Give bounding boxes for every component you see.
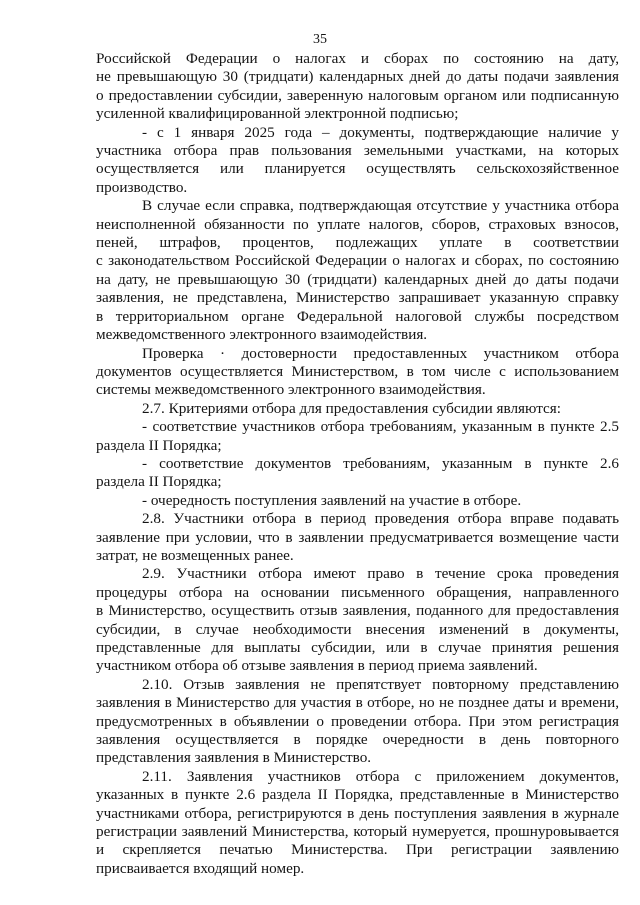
- paragraph-line: межведомственного электронного взаимодействия.: [96, 326, 428, 344]
- paragraph-line: участника отбора прав пользования земельными участками, на которых: [96, 142, 619, 160]
- paragraph-line: 2.10. Отзыв заявления не препятствует повторному представлению: [142, 675, 619, 693]
- paragraph-line: пеней, штрафов, процентов, подлежащих уплате в соответствии: [96, 234, 619, 252]
- paragraph-line: - очередность поступления заявлений на участие в отборе.: [142, 491, 522, 509]
- paragraph-line: 2.11. Заявления участников отбора с приложением документов,: [142, 767, 619, 785]
- paragraph-line: представленные для выплаты субсидии, или в случае принятия решения: [96, 639, 619, 656]
- paragraph-line: 2.9. Участники отбора имеют право в течение срока проведения: [142, 565, 619, 583]
- paragraph-line: - соответствие участников отбора требованиям, указанным в пункте 2.5: [142, 418, 619, 436]
- paragraph-line: - с 1 января 2025 года – документы, подтверждающие наличие у: [142, 123, 619, 141]
- paragraph-line: заявление при условии, что в заявлении предусматривается возмещение части: [96, 528, 619, 546]
- paragraph-line: документов осуществляется Министерством, в том числе с использованием: [96, 362, 619, 380]
- paragraph-line: осуществляется или планируется осуществлять сельскохозяйственное: [96, 160, 619, 178]
- paragraph-line: затрат, не возмещенных ранее.: [96, 546, 294, 564]
- paragraph-line: о предоставлении субсидии, заверенную налоговым органом или подписанную: [96, 86, 619, 104]
- paragraph-line: регистрации заявлений Министерства, который нумеруется, прошнуровывается: [96, 823, 619, 841]
- paragraph-line: не превышающую 30 (тридцати) календарных дней до даты подачи заявления: [96, 68, 619, 86]
- paragraph-line: указанных в пункте 2.6 раздела II Порядка, представленные в Министерство: [96, 786, 619, 804]
- paragraph-line: Российской Федерации о налогах и сборах по состоянию на дату,: [96, 50, 619, 67]
- paragraph-line: с законодательством Российской Федерации о налогах и сборах, по состоянию: [96, 252, 619, 270]
- paragraph-line: заявления осуществляется в порядке очередности в день повторного: [96, 731, 619, 749]
- paragraph-line: в территориальном органе Федеральной налоговой службы посредством: [96, 307, 619, 325]
- paragraph-line: заявления, не представлена, Министерство запрашивает указанную справку: [96, 289, 619, 307]
- paragraph-line: 2.8. Участники отбора в период проведения отбора вправе подавать: [142, 510, 619, 528]
- paragraph-line: и скрепляется печатью Министерства. При регистрации заявлению: [96, 841, 619, 859]
- paragraph-line: раздела II Порядка;: [96, 436, 222, 454]
- paragraph-line: процедуры отбора на основании письменного обращения, направленного: [96, 583, 619, 601]
- paragraph-line: - соответствие документов требованиям, указанным в пункте 2.6: [142, 454, 619, 472]
- paragraph-line: заявления в Министерство для участия в отборе, но не позднее даты и времени,: [96, 694, 619, 712]
- paragraph-line: субсидии, в случае необходимости внесения изменений в документы,: [96, 620, 619, 638]
- paragraph-line: участниками отбора, регистрируются в день поступления заявления в журнале: [96, 804, 619, 822]
- paragraph-line: представления заявления в Министерство.: [96, 749, 372, 767]
- paragraph-line: производство.: [96, 178, 188, 196]
- paragraph-line: Проверка · достоверности предоставленных участником отбора: [142, 344, 619, 362]
- paragraph-line: усиленной квалифицированной электронной подписью;: [96, 105, 459, 123]
- paragraph-line: предусмотренных в объявлении о проведении отбора. При этом регистрация: [96, 712, 619, 730]
- paragraph-line: на дату, не превышающую 30 (тридцати) календарных дней до даты подачи: [96, 270, 619, 288]
- paragraph-line: присваивается входящий номер.: [96, 859, 305, 877]
- paragraph-line: системы межведомственного электронного взаимодействия.: [96, 381, 486, 399]
- paragraph-line: 2.7. Критериями отбора для предоставления субсидии являются:: [142, 399, 561, 417]
- paragraph-line: неисполненной обязанности по уплате налогов, сборов, страховых взносов,: [96, 215, 619, 233]
- paragraph-line: участником отбора об отзыве заявления в период приема заявлений.: [96, 657, 538, 675]
- page-number: 35: [313, 32, 327, 47]
- document-body: [96, 50, 619, 878]
- paragraph-line: раздела II Порядка;: [96, 473, 222, 491]
- paragraph-line: В случае если справка, подтверждающая отсутствие у участника отбора: [142, 197, 619, 215]
- paragraph-line: в Министерство, осуществить отзыв заявления, поданного для предоставления: [96, 602, 619, 620]
